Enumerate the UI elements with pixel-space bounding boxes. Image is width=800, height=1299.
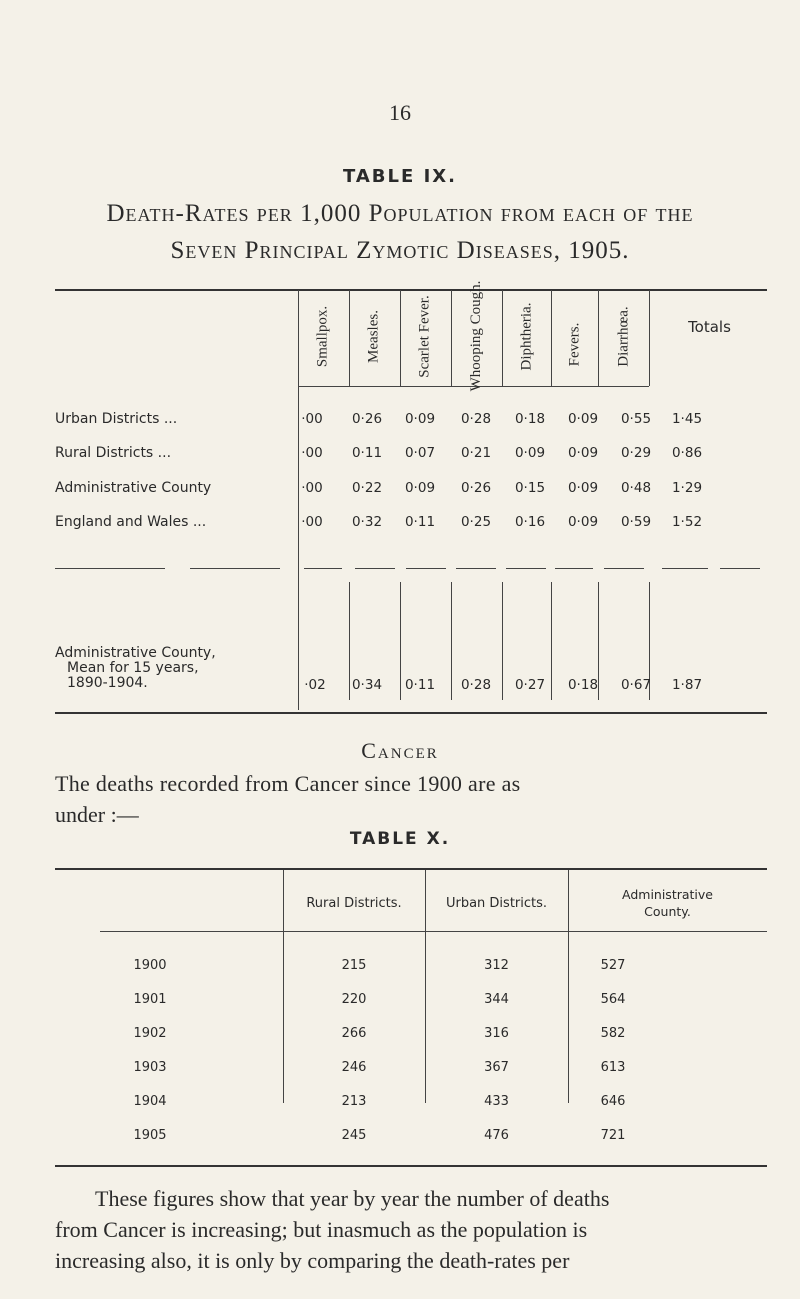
cell-urban: 344 bbox=[484, 992, 509, 1007]
cell-mean-fevers: 0·18 bbox=[567, 677, 599, 693]
cell-rural-measles: 0·11 bbox=[351, 445, 383, 461]
row-label-rural: Rural Districts ... bbox=[55, 445, 172, 461]
cell-admin: 646 bbox=[600, 1094, 626, 1109]
cell-mean-smallpox: ·02 bbox=[304, 677, 326, 693]
col-header-admin-line-1: Administrative bbox=[622, 887, 713, 902]
col-header-urban: Urban Districts. bbox=[445, 896, 548, 911]
table-x-title: TABLE X. bbox=[349, 829, 451, 849]
cell-urban-diphtheria: 0·18 bbox=[514, 411, 546, 427]
cell-urban: 316 bbox=[484, 1026, 509, 1041]
cell-rural-whooping: 0·21 bbox=[460, 445, 492, 461]
cell-admin-scarlet: 0·09 bbox=[404, 480, 436, 496]
cell-admin: 527 bbox=[600, 958, 626, 973]
table-ix-title: TABLE IX. bbox=[343, 166, 457, 187]
cell-year: 1903 bbox=[133, 1060, 167, 1075]
col-header-whooping-cough: Whooping Cough. bbox=[468, 280, 484, 392]
col-divider bbox=[598, 290, 599, 386]
page-number: 16 bbox=[389, 100, 411, 125]
cell-mean-whooping: 0·28 bbox=[460, 677, 492, 693]
row-label-admin-county: Administrative County bbox=[55, 480, 212, 496]
col-header-rural: Rural Districts. bbox=[306, 896, 402, 911]
cell-rural: 215 bbox=[341, 958, 367, 973]
mean-label-line-2: Mean for 15 years, bbox=[67, 660, 199, 676]
col-divider bbox=[298, 290, 299, 710]
separator-rule bbox=[55, 568, 165, 569]
separator-rule bbox=[555, 568, 593, 569]
cell-rural-diphtheria: 0·09 bbox=[514, 445, 546, 461]
cell-admin-total: 1·29 bbox=[671, 480, 703, 496]
closing-line-2: from Cancer is increasing; but inasmuch as the population is bbox=[55, 1217, 588, 1242]
cell-rural-diarrhoea: 0·29 bbox=[620, 445, 652, 461]
cell-year: 1902 bbox=[133, 1026, 167, 1041]
separator-rule bbox=[604, 568, 644, 569]
col-divider bbox=[551, 290, 552, 386]
col-header-diphtheria: Diphtheria. bbox=[518, 302, 535, 371]
cell-rural: 246 bbox=[341, 1060, 367, 1075]
cell-urban-diarrhoea: 0·55 bbox=[620, 411, 652, 427]
cancer-intro-line-2: under :— bbox=[55, 802, 139, 827]
cell-urban-whooping: 0·28 bbox=[460, 411, 492, 427]
cell-urban-smallpox: ·00 bbox=[301, 411, 323, 427]
cell-urban: 367 bbox=[484, 1060, 509, 1075]
col-header-diarrhoea: Diarrhœa. bbox=[615, 306, 632, 367]
col-header-smallpox: Smallpox. bbox=[314, 305, 331, 368]
col-divider bbox=[649, 290, 650, 386]
separator-rule bbox=[190, 568, 280, 569]
cell-mean-diphtheria: 0·27 bbox=[514, 677, 546, 693]
table-ix-bottom-rule bbox=[55, 712, 767, 714]
cell-rural: 220 bbox=[341, 992, 367, 1007]
row-label-urban: Urban Districts ... bbox=[55, 411, 178, 427]
cell-urban-scarlet: 0·09 bbox=[404, 411, 436, 427]
col-header-fevers: Fevers. bbox=[566, 322, 583, 367]
table-x-top-rule bbox=[55, 868, 767, 870]
cell-urban-total: 1·45 bbox=[671, 411, 703, 427]
cell-ew-diarrhoea: 0·59 bbox=[620, 514, 652, 530]
cell-urban: 312 bbox=[484, 958, 509, 973]
cell-urban: 476 bbox=[484, 1128, 509, 1143]
col-header-admin-line-2: County. bbox=[644, 904, 691, 919]
separator-rule bbox=[456, 568, 496, 569]
cell-admin: 613 bbox=[600, 1060, 626, 1075]
cell-ew-measles: 0·32 bbox=[351, 514, 383, 530]
cell-rural-smallpox: ·00 bbox=[301, 445, 323, 461]
cell-admin: 582 bbox=[600, 1026, 626, 1041]
row-label-england-wales: England and Wales ... bbox=[55, 514, 207, 530]
cell-admin-measles: 0·22 bbox=[351, 480, 383, 496]
cancer-heading: Cancer bbox=[361, 738, 439, 763]
separator-rule bbox=[406, 568, 446, 569]
cell-rural-total: 0·86 bbox=[671, 445, 703, 461]
col-divider bbox=[400, 290, 401, 386]
cell-rural: 245 bbox=[341, 1128, 367, 1143]
col-header-totals: Totals bbox=[688, 318, 731, 336]
cell-admin-diarrhoea: 0·48 bbox=[620, 480, 652, 496]
cell-urban: 433 bbox=[484, 1094, 509, 1109]
cell-ew-total: 1·52 bbox=[671, 514, 703, 530]
separator-rule bbox=[304, 568, 342, 569]
header-underline bbox=[100, 931, 767, 932]
cell-rural-scarlet: 0·07 bbox=[404, 445, 436, 461]
cell-rural: 213 bbox=[341, 1094, 367, 1109]
mean-label-line-1: Administrative County, bbox=[55, 645, 216, 661]
separator-rule bbox=[720, 568, 760, 569]
cell-admin-whooping: 0·26 bbox=[460, 480, 492, 496]
cell-admin-diphtheria: 0·15 bbox=[514, 480, 546, 496]
cell-admin: 564 bbox=[600, 992, 626, 1007]
cell-ew-fevers: 0·09 bbox=[567, 514, 599, 530]
separator-rule bbox=[662, 568, 708, 569]
cell-mean-measles: 0·34 bbox=[351, 677, 383, 693]
table-ix-heading-line-1: Death-Rates per 1,000 Population from each of the bbox=[106, 200, 694, 227]
cell-admin-fevers: 0·09 bbox=[567, 480, 599, 496]
closing-line-3: increasing also, it is only by comparing the death-rates per bbox=[55, 1248, 570, 1273]
col-divider bbox=[349, 290, 350, 386]
cell-mean-scarlet: 0·11 bbox=[404, 677, 436, 693]
cell-urban-fevers: 0·09 bbox=[567, 411, 599, 427]
cell-ew-smallpox: ·00 bbox=[301, 514, 323, 530]
cancer-intro-line-1: The deaths recorded from Cancer since 1900 are as bbox=[55, 771, 521, 796]
cell-rural: 266 bbox=[341, 1026, 367, 1041]
cell-year: 1901 bbox=[133, 992, 167, 1007]
cell-mean-diarrhoea: 0·67 bbox=[620, 677, 652, 693]
col-header-measles: Measles. bbox=[365, 310, 382, 363]
col-divider bbox=[451, 290, 452, 386]
cell-year: 1900 bbox=[133, 958, 167, 973]
separator-rule bbox=[355, 568, 395, 569]
cell-ew-scarlet: 0·11 bbox=[404, 514, 436, 530]
cell-ew-diphtheria: 0·16 bbox=[514, 514, 546, 530]
cell-year: 1904 bbox=[133, 1094, 167, 1109]
table-ix-top-rule bbox=[55, 289, 767, 291]
cell-rural-fevers: 0·09 bbox=[567, 445, 599, 461]
cell-admin-smallpox: ·00 bbox=[301, 480, 323, 496]
mean-label-line-3: 1890-1904. bbox=[67, 675, 148, 691]
row-label-mean bbox=[55, 646, 216, 691]
table-x-bottom-rule bbox=[55, 1165, 767, 1167]
col-divider bbox=[502, 290, 503, 386]
cell-admin: 721 bbox=[600, 1128, 626, 1143]
table-ix-heading-line-2: Seven Principal Zymotic Diseases, 1905. bbox=[170, 237, 630, 264]
cell-urban-measles: 0·26 bbox=[351, 411, 383, 427]
cell-year: 1905 bbox=[133, 1128, 167, 1143]
separator-rule bbox=[506, 568, 546, 569]
col-header-admin bbox=[568, 886, 767, 920]
closing-line-1: These figures show that year by year the number of deaths bbox=[95, 1186, 610, 1211]
cell-ew-whooping: 0·25 bbox=[460, 514, 492, 530]
col-header-scarlet-fever: Scarlet Fever. bbox=[416, 295, 433, 378]
cell-mean-total: 1·87 bbox=[671, 677, 703, 693]
